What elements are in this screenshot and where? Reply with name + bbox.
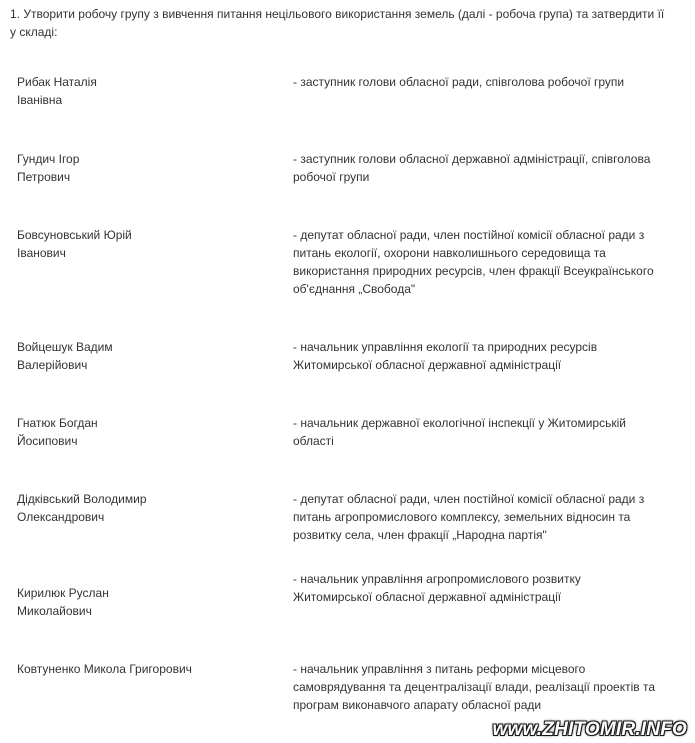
member-role	[293, 73, 678, 91]
member-role-line: розвитку села, член фракції „Народна партія"	[293, 528, 547, 542]
member-role	[293, 570, 678, 606]
member-role-line: - заступник голови обласної ради, співголова робочої групи	[293, 75, 625, 89]
member-role-line: - депутат обласної ради, член постійної комісії обласної ради з	[293, 492, 645, 506]
member-role-line: - начальник державної екологічної інспекції у Житомирській	[293, 416, 626, 430]
member-role-line: об'єднання „Свобода"	[293, 282, 416, 296]
member-role	[293, 490, 678, 544]
member-role	[293, 660, 678, 714]
intro-paragraph	[10, 5, 682, 41]
member-role-line: робочої групи	[293, 170, 370, 184]
member-name-line: Бовсуновський Юрій	[17, 228, 132, 242]
member-role-line: Житомирської обласної державної адміністрації	[293, 358, 562, 372]
member-name-line: Валерійович	[17, 358, 88, 372]
member-name-line: Олександрович	[17, 510, 105, 524]
member-name-line: Петрович	[17, 170, 71, 184]
site-watermark: www.ZHITOMIR.INFO	[492, 719, 687, 740]
member-role-line: - начальник управління агропромислового розвитку	[293, 572, 581, 586]
member-name	[17, 226, 267, 262]
member-name-line: Гундич Ігор	[17, 152, 80, 166]
member-name-line: Миколайович	[17, 604, 92, 618]
member-name-line: Іванович	[17, 246, 66, 260]
member-role-line: - депутат обласної ради, член постійної комісії обласної ради з	[293, 228, 645, 242]
member-name-line: Іванівна	[17, 93, 63, 107]
member-role-line: - начальник управління екології та природних ресурсів	[293, 340, 598, 354]
member-role	[293, 338, 678, 374]
member-name	[17, 414, 267, 450]
member-role-line: самоврядування та децентралізації влади, реалізації проектів та	[293, 680, 656, 694]
member-name-line: Дідківський Володимир	[17, 492, 147, 506]
member-name-line: Рибак Наталія	[17, 75, 97, 89]
member-role-line: програм виконавчого апарату обласної ради	[293, 698, 542, 712]
member-name	[17, 150, 267, 186]
member-name-line: Ковтуненко Микола Григорович	[17, 662, 192, 676]
member-role	[293, 414, 678, 450]
member-name	[17, 73, 267, 109]
member-role-line: використання природних ресурсів, член фракції Всеукраїнського	[293, 264, 654, 278]
member-role-line: Житомирської обласної державної адміністрації	[293, 590, 562, 604]
member-name-line: Йосипович	[17, 434, 78, 448]
member-role-line: області	[293, 434, 334, 448]
member-role	[293, 150, 678, 186]
intro-line: 1. Утворити робочу групу з вивчення питання нецільового використання земель (далі - робоча група) та затвердити її	[10, 7, 665, 21]
intro-line: у складі:	[10, 25, 58, 39]
member-role	[293, 226, 678, 298]
member-role-line: - начальник управління з питань реформи місцевого	[293, 662, 586, 676]
member-name-line: Войцешук Вадим	[17, 340, 113, 354]
member-name	[17, 490, 267, 526]
member-name	[17, 660, 267, 678]
member-name-line: Гнатюк Богдан	[17, 416, 98, 430]
member-name-line: Кирилюк Руслан	[17, 586, 109, 600]
member-role-line: питань агропромислового комплексу, земельних відносин та	[293, 510, 631, 524]
member-name	[17, 338, 267, 374]
member-role-line: питань екології, охорони навколишнього середовища та	[293, 246, 606, 260]
member-name	[17, 584, 267, 620]
member-role-line: - заступник голови обласної державної адміністрації, співголова	[293, 152, 651, 166]
